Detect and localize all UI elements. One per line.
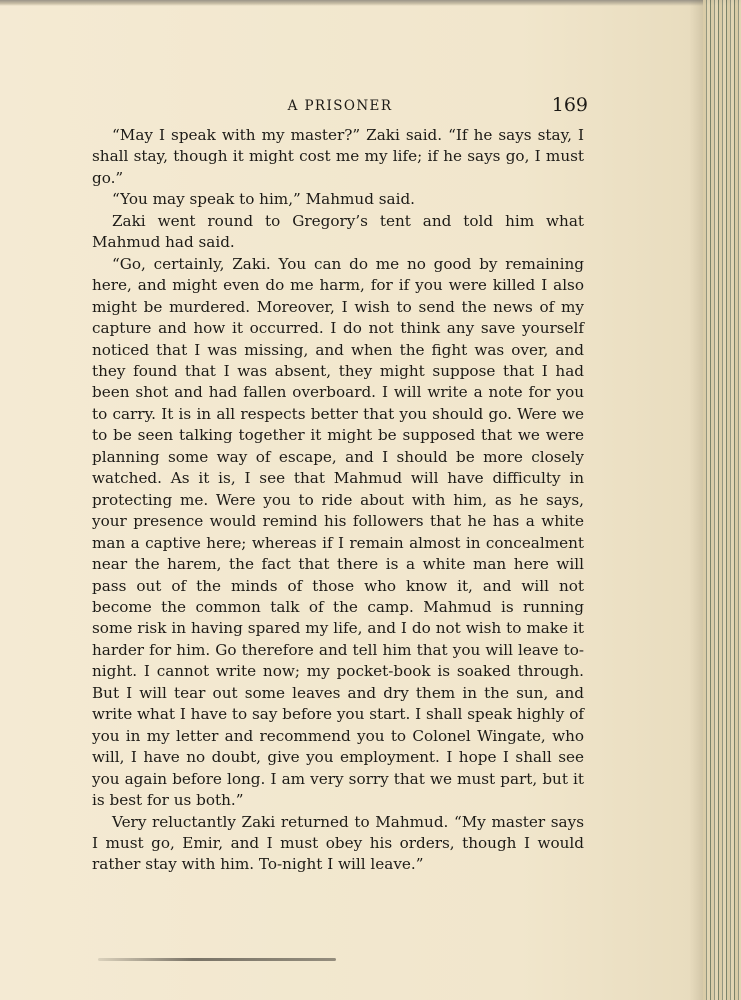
paragraph: “Go, certainly, Zaki. You can do me no good by remaining here, and might even do me harm, for if you were killed I also might be murdered. Moreover, I wish to send the news of my capture and how it occurred. I do not think any save yourself noticed that I was missing, and when the fight was over, and they found that I was absent, they might suppose that I had been shot and had fallen overboard. I will write a note for you to carry. It is in all respects better that you should go. Were we to be seen talking together it might be supposed that we were planning some way of escape, and I should be more closely watched. As it is, I see that Mahmud will have difficulty in protecting me. Were you to ride about with him, as he says, your presence would remind his followers that he has a white man a captive here; whereas if I remain almost in concealment near the harem, the fact that there is a white man here will pass out of the minds of those who know it, and will not become the common talk of the camp. Mahmud is running some risk in having spared my life, and I do not wish to make it harder for him. Go therefore and tell him that you will leave to-night. I cannot write now; my pocket-book is soaked through. But I will tear out some leaves and dry them in the sun, and write what I have to say before you start. I shall speak highly of you in my letter and recommend you to Colonel Wingate, who will, I have no doubt, give you employment. I hope I shall see you again before long. I am very sorry that we must part, but it is best for us both.” <box>92 254 584 810</box>
body-text <box>92 125 584 876</box>
bottom-rule <box>98 958 336 961</box>
paragraph: “You may speak to him,” Mahmud said. <box>112 190 416 209</box>
paragraph: “May I speak with my master?” Zaki said. “If he says stay, I shall stay, though it might cost me my life; if he says go, I must go.” <box>92 126 584 187</box>
page-top-edge <box>0 0 741 6</box>
page-number: 169 <box>551 94 588 116</box>
paragraph: Very reluctantly Zaki returned to Mahmud. “My master says I must go, Emir, and I must obey his orders, though I would rather stay with him. To-night I will leave.” <box>92 812 584 874</box>
running-header <box>92 94 588 118</box>
book-spine-edge <box>703 0 741 1000</box>
gutter-shadow <box>689 0 703 1000</box>
paragraph: Zaki went round to Gregory’s tent and told him what Mahmud had said. <box>92 211 584 252</box>
running-title: A PRISONER <box>287 98 393 114</box>
